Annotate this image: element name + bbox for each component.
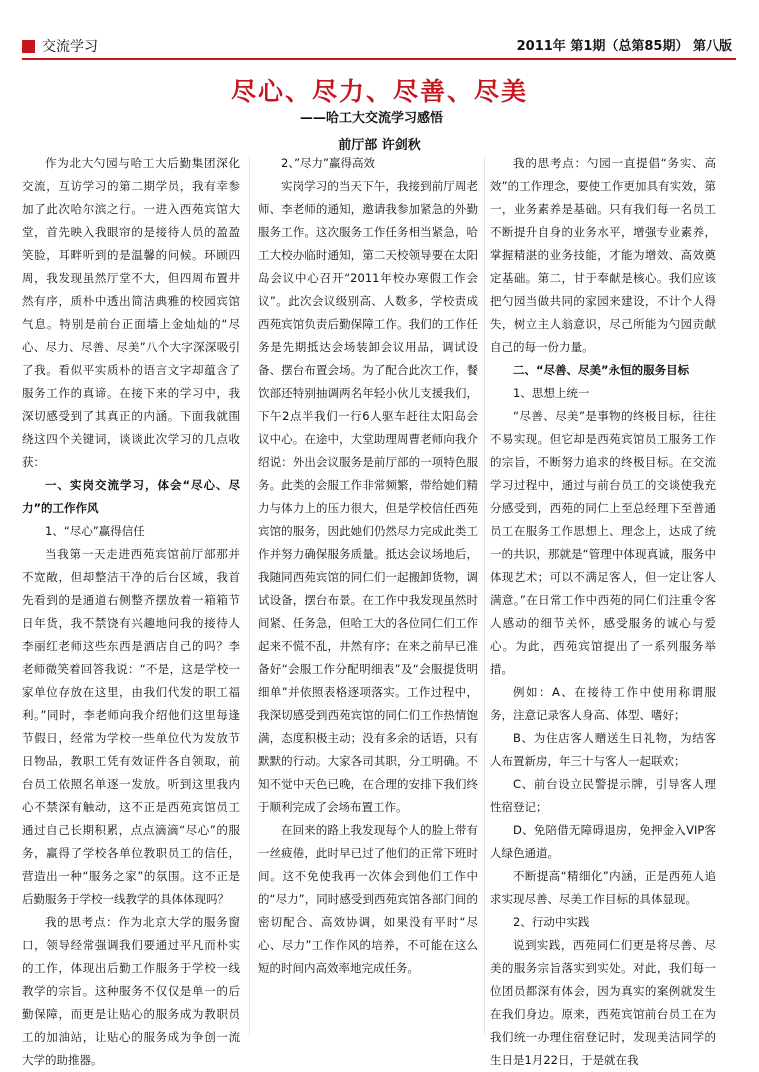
page-header <box>22 38 736 60</box>
section-marker <box>22 40 35 53</box>
body-paragraph: 不断提高“精细化”内涵，正是西苑人追求实现尽善、尽美工作目标的具体显现。 <box>490 869 716 906</box>
body-paragraph: 我的思考点：勺园一直提倡“务实、高效”的工作理念，要使工作更加具有实效，第一，业务素养是基础。只有我们每一名员工不断提升自身的业务水平，增强专业素养，掌握精湛的业务技能，才能为增效、高效奠定基础。第二，甘于奉献是核心。我们应该把勺园当做共同的家园来建设，不计个人得失，树立主人翁意识，尽己所能为勺园贡献自己的每一份力量。 <box>490 156 716 354</box>
body-paragraph: 作为北大勺园与哈工大后勤集团深化交流，互访学习的第二期学员，我有幸参加了此次哈尔滨之行。一进入西苑宾馆大堂，首先映入我眼帘的是接待人员的盈盈笑脸，耳畔听到的是温馨的问候。环顾四周，我发现虽然厅堂不大，但四周布置井然有序，质朴中透出简洁典雅的校园宾馆气息。特别是前台正面墙上金灿灿的“尽心、尽力、尽善、尽美”八个大字深深吸引了我。看似平实质朴的语言文字却蕴含了服务工作的真谛。在接下来的学习中，我深切感受到了其真正的内涵。下面我就围绕这四个关键词，谈谈此次学习的几点收获： <box>22 156 240 469</box>
issue-info: 2011年 第1期（总第85期） 第八版 <box>516 39 732 54</box>
body-paragraph: 说到实践，西苑同仁们更是将尽善、尽美的服务宗旨落实到实处。对此，我们每一位团员都深有体会，因为真实的案例就发生在我们身边。原来，西苑宾馆前台员工在为我们统一办理住宿登记时，发现美洁同学的生日是1月22日，于是就在我 <box>490 938 716 1067</box>
body-paragraph: “尽善、尽美”是事物的终极目标，往往不易实现。但它却是西苑宾馆员工服务工作的宗旨，不断努力追求的终极目标。在交流学习过程中，通过与前台员工的交谈使我充分感受到，西苑的同仁上至总经理下至普通员工在服务工作思想上、理念上，达成了统一的共识，那就是“管理中体现真诚，服务中体现艺术；可以不满足客人，但一定让客人满意。”在日常工作中西苑的同仁们注重令客人感动的细节关怀，感受服务的诚心与爱心。为此，西苑宾馆提出了一系列服务举措。 <box>490 409 716 676</box>
article-title: 尽心、尽力、尽善、尽美 <box>230 77 528 106</box>
body-paragraph: B、为住店客人赠送生日礼物，为结客人布置新房，年三十与客人一起联欢； <box>490 731 716 768</box>
body-paragraph: D、免陪借无障碍退房，免押金入VIP客人绿色通道。 <box>490 823 716 860</box>
section-heading: 一、实岗交流学习，体会“尽心、尽力”的工作作风 <box>22 478 240 515</box>
body-paragraph: 我的思考点：作为北京大学的服务窗口，领导经常强调我们要通过平凡而朴实的工作，体现出后勤工作服务于学校一线教学的宗旨。这种服务不仅仅是单一的后勤保障，而更是让贴心的服务成为教职员工的加油站，让贴心的服务成为争创一流大学的助推器。 <box>22 915 240 1067</box>
header-rule <box>22 58 736 60</box>
body-paragraph: 例如：A、在接待工作中使用称谓服务，注意记录客人身高、体型、嗜好； <box>490 685 716 722</box>
body-paragraph: 2、”尽力”赢得高效 <box>281 156 375 170</box>
body-paragraph: 在回来的路上我发现每个人的脸上带有一丝疲倦，此时早已过了他们的正常下班时间。这不免使我再一次体会到他们工作中的“尽力”，同时感受到西苑宾馆各部门间的密切配合、高效协调，如果没有平时“尽心、尽力”工作作风的培养，不可能在这么短的时间内高效率地完成任务。 <box>258 823 478 975</box>
article-column-3 <box>490 152 716 1072</box>
article-subtitle: ——哈工大交流学习感悟 <box>300 111 444 126</box>
body-paragraph: 当我第一天走进西苑宾馆前厅部那并不宽敞，但却整洁干净的后台区域，我首先看到的是通道右侧整齐摆放着一箱箱节日年货，我不禁饶有兴趣地问我的接待人李丽红老师这些东西是酒店自己的吗？李老师微笑着回答我说：“不是，这是学校一家单位存放在这里，由我们代发的职工福利。”同时，李老师向我介绍他们这里每逢节假日，经常为学校一些单位代为发放节日物品，教职工凭有效证件各自领取，前台员工依照名单逐一发放。听到这里我内心不禁深有触动，这不正是西苑宾馆员工通过自己长期积累，点点滴滴“尽心”的服务，赢得了学校各单位教职员工的信任，营造出一种“服务之家”的氛围。这不正是后勤服务于学校一线教学的具体体现吗？ <box>22 547 240 906</box>
section-name: 交流学习 <box>42 39 98 55</box>
body-paragraph: 2、行动中实践 <box>513 915 590 929</box>
body-paragraph: 1、“尽心”赢得信任 <box>45 524 145 538</box>
article-column-1 <box>22 152 240 1072</box>
section-heading: 二、“尽善、尽美”永恒的服务目标 <box>513 363 690 377</box>
body-paragraph: C、前台设立民警提示牌，引导客人理性宿登记； <box>490 777 716 814</box>
article-column-2 <box>258 152 478 980</box>
column-divider <box>249 156 250 1036</box>
body-paragraph: 1、思想上统一 <box>513 386 590 400</box>
body-paragraph: 实岗学习的当天下午，我接到前厅周老师、李老师的通知，邀请我参加紧急的外勤服务工作。这次服务工作任务相当紧急，哈工大校办临时通知，第二天校领导要在太阳岛会议中心召开“2011年校办寒假工作会议”。此次会议级别高、人数多，学校责成西苑宾馆负责后勤保障工作。我们的工作任务是先期抵达会场装卸会议用品，调试设备、摆台布置会场。为了配合此次工作，餐饮部还特别抽调两名年轻小伙儿支援我们，下午2点半我们一行6人驱车赶往太阳岛会议中心。在途中，大堂助理周曹老师向我介绍说：外出会议服务是前厅部的一项特色服务。此类的会服工作非常频繁，带给她们精力与体力上的压力很大，但是学校信任西苑宾馆的服务，因此她们仍然尽力完成此类工作并努力确保服务质量。抵达会议场地后，我随同西苑宾馆的同仁们一起搬卸货物，调试设备，摆台布景。在工作中我发现虽然时间紧、任务急，但哈工大的各位同仁们工作起来不慌不乱，井然有序；在来之前早已准备好“会服工作分配明细表”及“会服提货明细单”并依照表格逐项落实。工作过程中，我深切感受到西苑宾馆的同仁们工作热情饱满，态度积极主动；没有多余的话语，只有默默的行动。大家各司其职，分工明确。不知不觉中天色已晚，在合理的安排下我们终于顺利完成了会场布置工作。 <box>258 179 478 814</box>
article-byline: 前厅部 许剑秋 <box>338 138 421 153</box>
column-divider <box>484 156 485 1036</box>
